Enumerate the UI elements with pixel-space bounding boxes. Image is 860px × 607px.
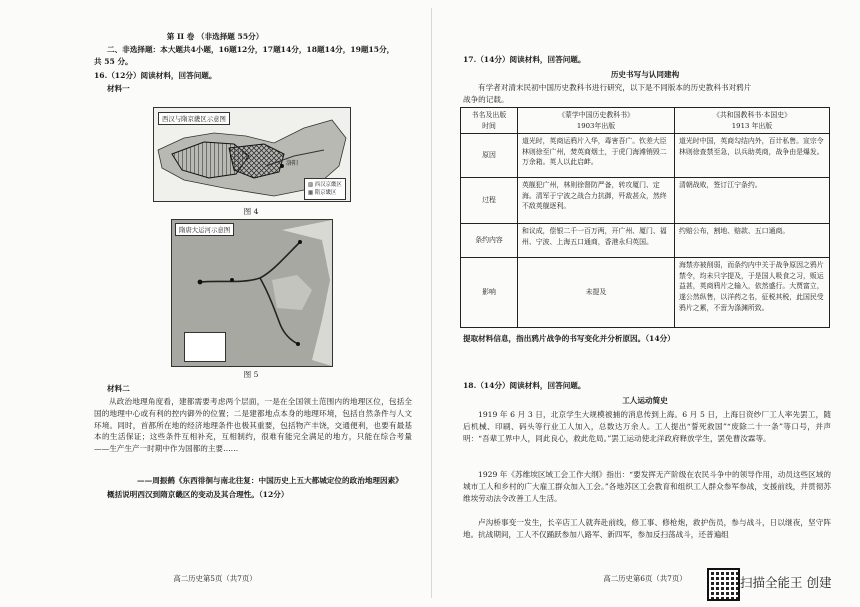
q17-title: 历史书写与认同建构 (610, 70, 680, 79)
material-2-source: ——周振鹤《东西徘徊与南北往复：中国历史上五大都城定位的政治地理因素》 (137, 476, 403, 485)
figure-4-caption: 图 4 (243, 207, 259, 216)
q18-header: 18.（14分）阅读材料，回答问题。 (463, 381, 586, 390)
col2-year: 1913 年出版 (731, 121, 773, 130)
legend-item-sui: ▦ 隋京畿区 (308, 190, 337, 196)
section-desc-2: 共 55 分。 (94, 57, 133, 66)
figure-4-title: 西汉与隋京畿区示意图 (158, 112, 230, 125)
qr-code-icon (707, 568, 740, 601)
row-cell-1913: 清朝战败，签订江宁条约。 (675, 178, 830, 224)
legend-item-xihan: ▨ 西汉京畿区 (308, 182, 342, 188)
row-label: 原因 (461, 134, 518, 178)
row-cell-1913: 海禁亦被削弱，而条约内中关于战争原因之鸦片禁令，均未只字提及，于是国人吸食之习，贩运益甚，英商鸦片之输入，依然盛行。大贾富立，遂公然纵售，以洋药之名，征税其税，此国民受鸦片之累，不啻为涤渊所致。 (675, 258, 830, 328)
col1-year: 1903年出版 (576, 121, 616, 130)
row-label: 条约内容 (461, 224, 518, 258)
row-cell-1903: 道光时，英商运鸦片入华，毒害吾广。钦差大臣林则徐至广州，焚英商烟土，于虎门海滩销毁二万余箱。英人以此启衅。 (518, 134, 675, 178)
row-cell-1903: 和议成，偿银二千一百万两，开广州、厦门、福州、宁波、上海五口通商，香港永归英国。 (518, 224, 675, 258)
head-name-line-2: 时间 (482, 121, 496, 130)
table-head-name (461, 108, 518, 134)
table-header-row (461, 108, 830, 134)
q18-paragraph-1: 1919 年 6 月 3 日，北京学生大规模被捕的消息传到上海。6 月 5 日，上海日资纱厂工人率先罢工，随后机械、印刷、码头等行业工人加入，总数达万余人。工人提出“誓死救国”“废除二十一条”等口号，并声明：“吾辈工界中人，同此良心，救此危局。”罢工运动使北洋政府释放学生，罢免曹汝霖等。 (463, 410, 831, 443)
left-footer: 高二历史第5页（共7页） (173, 574, 257, 583)
figure-5-legend (184, 332, 226, 362)
right-page (430, 0, 860, 607)
col2-title: 《共和国教科书·本国史》 (713, 111, 791, 119)
figure-5-map (171, 219, 333, 367)
q16-header: 16.（12分）阅读材料，回答问题。 (94, 71, 217, 80)
row-cell-1913: 约赔公布，割地、赔款、五口通商。 (675, 224, 830, 258)
table-row (461, 178, 830, 224)
col1-title: 《蒙学中国历史教科书》 (558, 111, 634, 119)
right-footer: 高二历史第6页（共7页） (603, 574, 687, 583)
row-label: 影响 (461, 258, 518, 328)
figure-5-title: 隋唐大运河示意图 (175, 223, 234, 236)
table-row (461, 258, 830, 328)
table-row (461, 224, 830, 258)
q17-intro-1: 有学者对清末民初中国历史教科书进行研究，以下是不同版本的历史教科书对鸦片 (478, 83, 752, 92)
table-row (461, 134, 830, 178)
row-cell-1913: 道光时中国，英商勾结内外，百计私售。宣宗令林则徐查禁至急，以兵助英商，战争由是爆发。 (675, 134, 830, 178)
q18-paragraph-2: 1929 年《苏维埃区域工会工作大纲》指出：“要发挥无产阶级在农民斗争中的领导作用，动员这些区域的城市工人和乡村的广大雇工群众加入工会。”各地苏区工会教育和组织工人群众参军参战，支援前线，并贯彻苏维埃劳动法令改善工人生活。 (463, 470, 831, 503)
section-title: 第 II 卷 （非选择题 55分） (166, 32, 264, 41)
figure-4-legend (304, 178, 346, 200)
q17-intro-2: 战争的记载。 (463, 95, 509, 104)
section-desc-1: 二、非选择题：本大题共4小题，16题12分，17题14分，18题14分，19题15分， (107, 45, 395, 54)
q17-header: 17.（14分）阅读材料，回答问题。 (463, 55, 586, 64)
map-place-label: 洛阳 (286, 160, 299, 167)
row-label: 过程 (461, 178, 518, 224)
q18-paragraph-3: 卢沟桥事变一发生，长辛店工人就奔赴前线，修工事、修枪炮，救护伤员，参与战斗，日以继夜，坚守阵地。抗战期间，工人不仅踊跃参加八路军、新四军，参加反扫荡战斗，还普遍组 (463, 518, 831, 539)
q17-task: 提取材料信息，指出鸦片战争的书写变化并分析原因。（14分） (463, 334, 675, 343)
material-2-label: 材料二 (107, 384, 130, 393)
head-name-line-1: 书名及出版 (471, 111, 507, 119)
material-1-label: 材料一 (107, 84, 130, 93)
textbook-comparison-table (460, 107, 830, 328)
material-2-text: 从政治地理角度看，建都需要考虑两个层面，一是在全国领土范围内的地理区位，包括全国的地理中心或有利的控内御外的位置；二是建都地点本身的地理环境，包括自然条件与人文环境。同时，首都所在地的经济地理条件也极其重要，包括物产丰饶，交通便利，也要有最基本的生活保证；这些条件互相补充，互相制约，很难有能完全满足的地方，只能在综合考量——生产生产一时期中作为国都的主要…… (94, 397, 412, 454)
table-head-col2 (675, 108, 830, 134)
scanner-watermark: 扫描全能王 创建 (740, 575, 832, 590)
row-cell-1903: 英舰犯广州，林则徐督防严备，转攻厦门、定海。清军于宁波之战合力抗御，歼敌甚众，然终不敌英舰逐利。 (518, 178, 675, 224)
figure-5-caption: 图 5 (243, 370, 259, 379)
q18-title: 工人运动简史 (622, 396, 668, 405)
figure-4-map (153, 107, 351, 202)
row-cell-1903: 未提及 (518, 258, 675, 328)
table-head-col1 (518, 108, 675, 134)
q16-task: 概括说明西汉到隋京畿区的变动及其合理性。（12分） (107, 490, 289, 499)
